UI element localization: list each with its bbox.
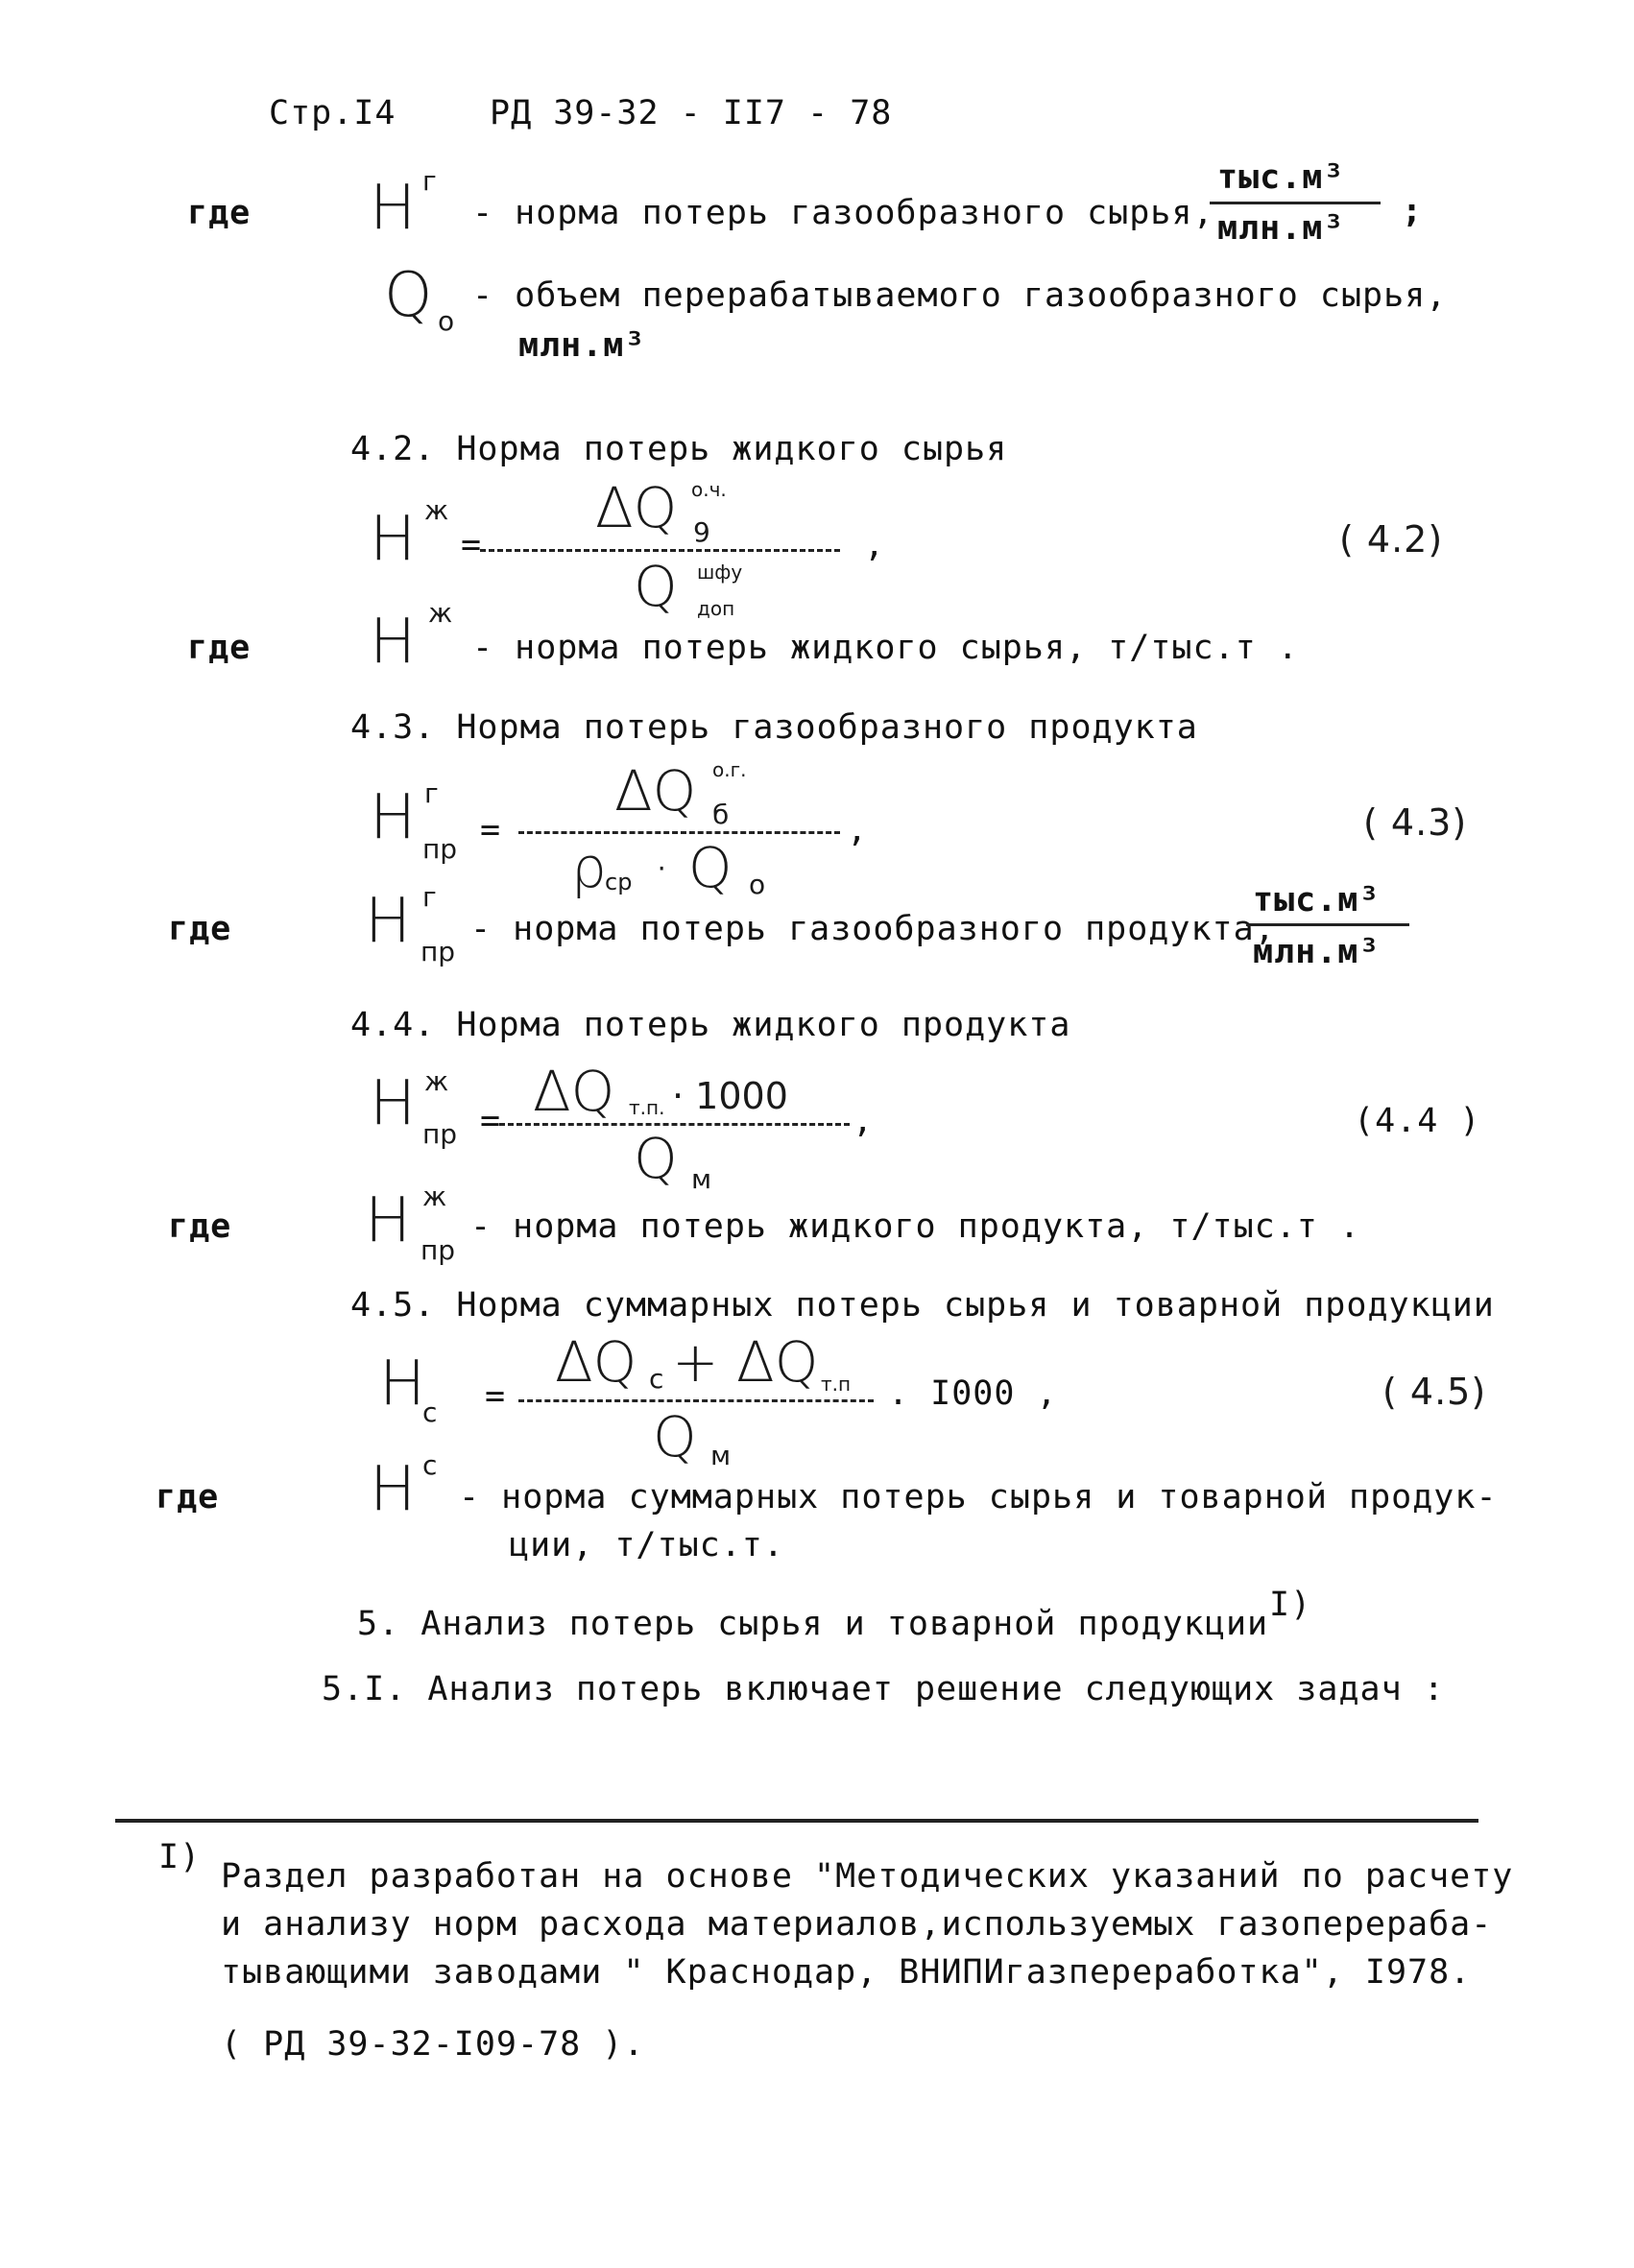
section-4-3-heading: 4.3. Норма потерь газообразного продукта — [350, 708, 1198, 747]
eq45-lhs-sub: с — [422, 1397, 438, 1428]
eq42-def-sup: ж — [428, 597, 453, 629]
unit-numerator: тыс.м³ — [1217, 158, 1345, 197]
eq42-num-sub: 9 — [693, 516, 710, 548]
eq42-numerator: ΔQ — [595, 475, 678, 540]
semicolon: ; — [1402, 192, 1424, 230]
hg-definition: - норма потерь газообразного сырья, — [472, 194, 1214, 232]
eq43-def-sup: г — [422, 881, 437, 913]
eq45-number: ( 4.5) — [1382, 1371, 1487, 1413]
eq43-def-symbol: Н — [365, 886, 412, 957]
footnote-separator — [115, 1819, 1478, 1823]
eq43-comma: , — [847, 811, 869, 849]
paragraph-5-1: 5.I. Анализ потерь включает решение следующих задач : — [322, 1670, 1445, 1708]
eq43-lhs-sub: пр — [422, 833, 458, 865]
eq45-den-sub: м — [710, 1440, 732, 1471]
footnote-line-4: ( РД 39-32-I09-78 ). — [221, 2025, 645, 2064]
eq42-lhs-sup: ж — [424, 494, 449, 526]
eq44-lhs: Н — [370, 1068, 417, 1139]
gde-label: где — [168, 910, 232, 948]
eq44-den-sub: м — [691, 1163, 712, 1195]
eq43-equals: = — [480, 811, 502, 849]
footnote-line-1: Раздел разработан на основе "Методических указаний по расчету — [221, 1857, 1514, 1896]
eq45-numerator-plus: + ΔQ — [672, 1329, 819, 1395]
eq45-def-symbol: Н — [370, 1454, 417, 1525]
eq42-def-symbol: Н — [370, 607, 417, 678]
eq44-comma: , — [853, 1102, 875, 1140]
eq45-equals: = — [485, 1377, 507, 1416]
eq44-lhs-sup: ж — [424, 1065, 449, 1097]
eq42-den-sup: шфу — [697, 561, 743, 584]
q0-definition: - объем перерабатываемого газообразного сырья, — [472, 276, 1448, 315]
hg-superscript: г — [422, 165, 437, 197]
eq42-num-sup: о.ч. — [691, 478, 727, 501]
eq45-lhs: Н — [379, 1349, 426, 1420]
hg-symbol: Н — [370, 173, 417, 244]
eq42-comma: , — [864, 526, 886, 564]
footnote-line-2: и анализу норм расхода материалов,используемых газоперераба- — [221, 1905, 1493, 1944]
eq45-def-sup: с — [422, 1449, 438, 1481]
eq44-denominator: Q — [634, 1126, 678, 1191]
eq45-num-sub2: т.п — [821, 1373, 852, 1396]
q0-subscript: о — [438, 305, 455, 337]
eq42-equals: = — [461, 526, 483, 564]
section-4-2-heading: 4.2. Норма потерь жидкого сырья — [350, 430, 1008, 468]
gde-label: где — [156, 1478, 220, 1516]
q0-symbol: Q — [384, 260, 433, 331]
eq42-definition: - норма потерь жидкого сырья, т/тыс.т . — [472, 629, 1299, 667]
section-4-5-heading: 4.5. Норма суммарных потерь сырья и товарной продукции — [350, 1286, 1495, 1325]
eq45-denominator: Q — [653, 1404, 697, 1469]
footnote-line-3: тывающими заводами " Краснодар, ВНИПИгазпереработка", I978. — [221, 1953, 1472, 1992]
eq45-fraction-bar — [518, 1399, 874, 1402]
eq42-fraction-bar — [480, 549, 840, 552]
eq44-num-sub: т.п. — [629, 1096, 665, 1119]
eq44-number: (4.4 ) — [1354, 1102, 1481, 1140]
unit-denominator: млн.м³ — [1217, 209, 1345, 248]
eq43-den-q-sub: о — [749, 869, 766, 900]
eq44-def-symbol: Н — [365, 1185, 412, 1256]
unit-fraction-bar — [1210, 202, 1381, 204]
eq44-def-sup: ж — [422, 1181, 447, 1212]
eq43-definition: - норма потерь газообразного продукта, — [470, 910, 1276, 948]
eq43-def-sub: пр — [421, 936, 456, 967]
eq44-equals: = — [480, 1102, 502, 1140]
q0-unit: млн.м³ — [518, 326, 646, 365]
eq43-den-q: · Q — [653, 835, 733, 900]
eq45-definition: - норма суммарных потерь сырья и товарной продук- — [459, 1478, 1498, 1516]
eq43-lhs: Н — [370, 782, 417, 853]
gde-label: где — [187, 629, 252, 667]
document-code: РД 39-32 - II7 - 78 — [490, 94, 893, 132]
eq42-den-sub: доп — [697, 597, 735, 620]
eq44-lhs-sub: пр — [422, 1118, 458, 1150]
eq45-definition-cont: ции, т/тыс.т. — [509, 1526, 784, 1564]
eq45-num-sub: с — [649, 1363, 664, 1395]
eq43-unit-bar — [1246, 923, 1409, 926]
eq43-numerator: ΔQ — [614, 758, 697, 824]
eq45-numerator: ΔQ — [555, 1329, 637, 1395]
eq43-den-rho: ρ — [571, 835, 607, 900]
eq44-definition: - норма потерь жидкого продукта, т/тыс.т . — [470, 1207, 1361, 1246]
page-number: Стр.I4 — [269, 94, 396, 132]
eq43-num-sup: о.г. — [712, 758, 747, 781]
eq42-number: ( 4.2) — [1339, 518, 1444, 561]
footnote-ref: I) — [1269, 1586, 1312, 1624]
eq42-denominator: Q — [634, 554, 678, 619]
eq43-num-sub: б — [712, 799, 730, 830]
eq43-unit-numerator: тыс.м³ — [1253, 881, 1381, 919]
eq44-def-sub: пр — [421, 1234, 456, 1266]
section-5-heading: 5. Анализ потерь сырья и товарной продукции — [357, 1605, 1269, 1643]
section-4-4-heading: 4.4. Норма потерь жидкого продукта — [350, 1006, 1071, 1044]
eq42-lhs: Н — [370, 504, 417, 575]
eq43-unit-denominator: млн.м³ — [1253, 933, 1381, 971]
eq44-numerator: ΔQ — [533, 1059, 615, 1124]
eq43-den-rho-sub: ср — [605, 869, 633, 895]
eq43-lhs-sup: г — [424, 777, 439, 809]
eq45-tail: . I000 , — [888, 1374, 1058, 1413]
gde-label: где — [168, 1207, 232, 1246]
gde-label: где — [187, 194, 252, 232]
footnote-mark: I) — [158, 1838, 202, 1876]
eq43-fraction-bar — [518, 831, 840, 834]
eq43-number: ( 4.3) — [1363, 801, 1468, 844]
eq44-num-factor: · 1000 — [672, 1075, 788, 1117]
